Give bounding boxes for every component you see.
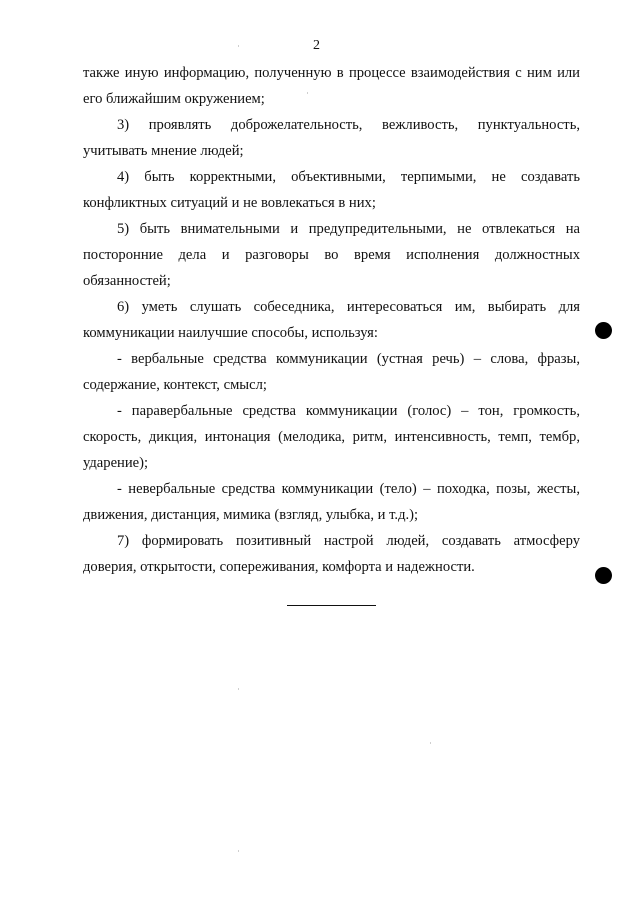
end-divider-line xyxy=(287,605,376,606)
paragraph-item-3: 3) проявлять доброжелательность, вежливость, пунктуальность, учитывать мнение людей; xyxy=(83,117,580,159)
paragraph-item-5: 5) быть внимательными и предупредительными, не отвлекаться на посторонние дела и разговоры во время исполнения должностных обязанностей; xyxy=(83,221,580,289)
paragraph-verbal-means: - вербальные средства коммуникации (устная речь) – слова, фразы, содержание, контекст, смысл; xyxy=(83,351,580,393)
paragraph-nonverbal-means: - невербальные средства коммуникации (тело) – походка, позы, жесты, движения, дистанция, мимика (взгляд, улыбка, и т.д.); xyxy=(83,481,580,523)
paragraph-item-7: 7) формировать позитивный настрой людей, создавать атмосферу доверия, открытости, сопереживания, комфорта и надежности. xyxy=(83,533,580,575)
paragraph-item-4: 4) быть корректными, объективными, терпимыми, не создавать конфликтных ситуаций и не вовлекаться в них; xyxy=(83,169,580,211)
scan-speck xyxy=(238,850,239,852)
scan-speck xyxy=(238,688,239,690)
paragraph-item-6: 6) уметь слушать собеседника, интересоваться им, выбирать для коммуникации наилучшие способы, используя: xyxy=(83,299,580,341)
scan-speck xyxy=(307,92,308,94)
paragraph-continuation: также иную информацию, полученную в процессе взаимодействия с ним или его ближайшим окружением; xyxy=(83,65,580,107)
punch-hole-top xyxy=(595,322,612,339)
page-number: 2 xyxy=(313,38,320,53)
paragraph-paraverbal-means: - паравербальные средства коммуникации (голос) – тон, громкость, скорость, дикция, интонация (мелодика, ритм, интенсивность, темп, тембр, ударение); xyxy=(83,403,580,471)
scan-speck xyxy=(238,45,239,47)
punch-hole-bottom xyxy=(595,567,612,584)
document-body xyxy=(83,60,580,580)
scan-speck xyxy=(430,742,431,744)
